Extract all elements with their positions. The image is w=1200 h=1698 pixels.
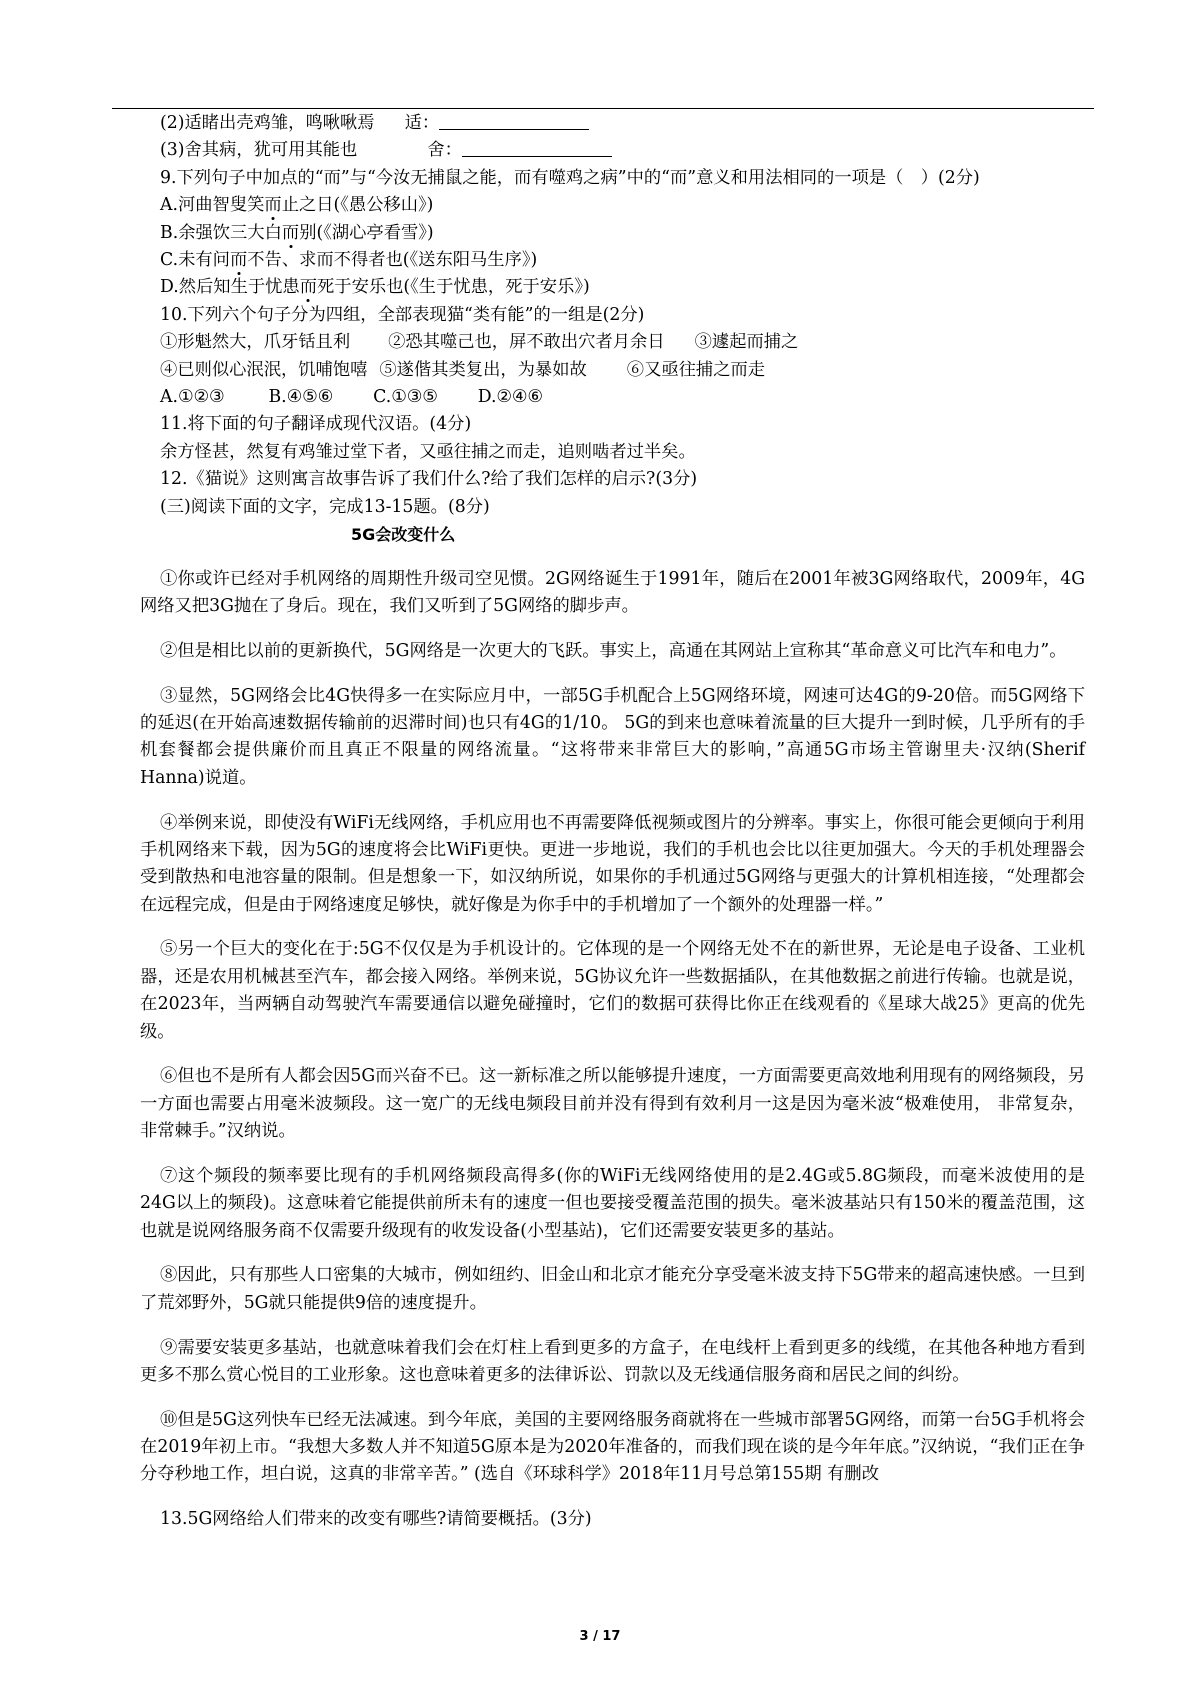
q11-stem: 11.将下面的句子翻译成现代汉语。(4分) xyxy=(160,414,472,435)
article-paragraph: ⑩但是5G这列快车已经无法减速。到今年底，美国的主要网络服务商就将在一些城市部署5G网络，而第一台5G手机将会在2019年初上市。“我想大多数人并不知道5G原本是为2020年准备的，而我们现在谈的是今年年底。”汉纳说，“我们正在争分夺秒地工作，坦白说，这真的非常辛苦。” (选自《环球科学》2018年11月号总第155期 有删改 xyxy=(140,1409,1085,1485)
section-3-heading: (三)阅读下面的文字，完成13-15题。(8分) xyxy=(160,496,490,517)
article-paragraph: ⑨需要安装更多基站，也就意味着我们会在灯柱上看到更多的方盒子，在电线杆上看到更多的线缆，在其他各种地方看到更多不那么赏心悦目的工业形象。这也意味着更多的法律诉讼、罚款以及无线通信服务商和居民之间的纠纷。 xyxy=(140,1337,1085,1385)
article-paragraph: ④举例来说，即使没有WiFi无线网络，手机应用也不再需要降低视频或图片的分辨率。事实上，你很可能会更倾向于利用手机网络来下载，因为5G的速度将会比WiFi更快。更进一步地说，我们的手机也会比以往更加强大。今天的手机处理器会受到散热和电池容量的限制。但是想象一下，如汉纳所说，如果你的手机通过5G网络与更强大的计算机相连接，“处理都会在远程完成，但是由于网络速度足够快，就好像是为你手中的手机增加了一个额外的处理器一样。” xyxy=(140,812,1085,915)
article-title: 5G会改变什么 xyxy=(351,525,456,545)
dotted-char: 而 xyxy=(229,250,248,271)
dotted-char: 而 xyxy=(281,222,300,243)
q12-stem: 12.《猫说》这则寓言故事告诉了我们什么?给了我们怎样的启示?(3分) xyxy=(160,469,698,490)
q13-stem: 13.5G网络给人们带来的改变有哪些?请简要概括。(3分) xyxy=(160,1509,592,1530)
q9-stem: 9.下列句子中加点的“而”与“今汝无捕鼠之能，而有噬鸡之病”中的“而”意义和用法相同的一项是（ ）(2分) xyxy=(160,167,980,188)
q10-sentences-row1: ①形魁然大，爪牙铦且利 ②恐其噬己也，屏不敢出穴者月余日 ③遽起而捕之 xyxy=(160,332,799,353)
answer-blank[interactable] xyxy=(439,111,589,130)
page-number: 3 / 17 xyxy=(579,1629,621,1644)
q9-option-a: A.河曲智叟笑而止之日(《愚公移山》) xyxy=(160,195,434,216)
answer-blank[interactable] xyxy=(462,138,612,157)
q11-sentence: 余方怪甚，然复有鸡雏过堂下者，又亟往捕之而走，追则啮者过半矣。 xyxy=(160,441,696,462)
article-paragraph: ⑤另一个巨大的变化在于:5G不仅仅是为手机设计的。它体现的是一个网络无处不在的新世界，无论是电子设备、工业机器，还是农用机械甚至汽车，都会接入网络。举例来说，5G协议允许一些数据插队，在其他数据之前进行传输。也就是说，在2023年，当两辆自动驾驶汽车需要通信以避免碰撞时，它们的数据可获得比你正在线观看的《星球大战25》更高的优先级。 xyxy=(140,939,1085,1042)
q10-stem: 10.下列六个句子分为四组，全部表现猫“类有能”的一组是(2分) xyxy=(160,304,645,325)
q9-option-d: D.然后知生于忧患而死于安乐也(《生于忧患，死于安乐》) xyxy=(160,277,590,298)
dotted-char: 而 xyxy=(264,195,282,216)
q10-sentences-row2: ④已则似心泯泯，饥哺饱嘻 ⑤遂偕其类复出，为暴如故 ⑥又亟往捕之而走 xyxy=(160,359,766,380)
article-paragraph: ②但是相比以前的更新换代，5G网络是一次更大的飞跃。事实上，高通在其网站上宣称其“革命意义可比汽车和电力”。 xyxy=(160,640,1067,661)
header-rule xyxy=(112,108,1094,109)
article-paragraph: ③显然，5G网络会比4G快得多一在实际应月中，一部5G手机配合上5G网络环境，网速可达4G的9-20倍。而5G网络下的延迟(在开始高速数据传输前的迟滞时间)也只有4G的1/10。 5G的到来也意味着流量的巨大提升一到时候，几乎所有的手机套餐都会提供廉价而且真正不限量的网络流量。“这将带来非常巨大的影响，”高通5G市场主管谢里夫·汉纳(Sherif Hanna)说道。 xyxy=(140,685,1085,788)
q9-option-c: C.未有问而不告、求而不得者也(《送东阳马生序》) xyxy=(160,250,538,271)
q8-item-2: (2)适睹出壳鸡雏，鸣啾啾焉 适： xyxy=(140,110,1085,137)
q10-options: A.①②③ B.④⑤⑥ C.①③⑤ D.②④⑥ xyxy=(160,387,543,408)
dotted-char: 而 xyxy=(299,277,317,298)
q8-item-3: (3)舍其病，犹可用其能也 舍： xyxy=(140,137,1085,164)
article-paragraph: ⑦这个频段的频率要比现有的手机网络频段高得多(你的WiFi无线网络使用的是2.4G或5.8G频段，而毫米波使用的是24G以上的频段)。这意味着它能提供前所未有的速度一但也要接受覆盖范围的损失。毫米波基站只有150米的覆盖范围，这也就是说网络服务商不仅需要升级现有的收发设备(小型基站)，它们还需要安装更多的基站。 xyxy=(140,1165,1085,1241)
article-paragraph: ①你或许已经对手机网络的周期性升级司空见惯。2G网络诞生于1991年，随后在2001年被3G网络取代，2009年，4G网络又把3G抛在了身后。现在，我们又听到了5G网络的脚步声。 xyxy=(140,568,1085,617)
q9-option-b: B.余强饮三大白而别(《湖心亭看雪》) xyxy=(160,222,434,243)
article-paragraph: ⑧因此，只有那些人口密集的大城市，例如纽约、旧金山和北京才能充分享受毫米波支持下5G带来的超高速快感。一旦到了荒郊野外，5G就只能提供9倍的速度提升。 xyxy=(140,1265,1085,1313)
page-content xyxy=(140,110,1085,1534)
article-paragraph: ⑥但也不是所有人都会因5G而兴奋不已。这一新标准之所以能够提升速度，一方面需要更高效地利用现有的网络频段，另一方面也需要占用毫米波频段。这一宽广的无线电频段目前并没有得到有效利月一这是因为毫米波“极难使用， 非常复杂，非常棘手。”汉纳说。 xyxy=(140,1066,1085,1142)
